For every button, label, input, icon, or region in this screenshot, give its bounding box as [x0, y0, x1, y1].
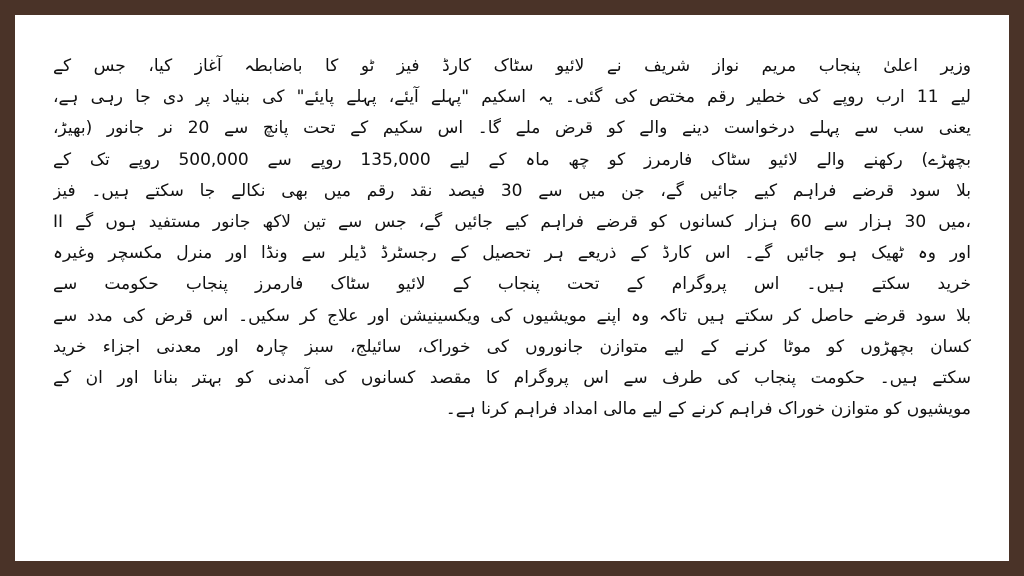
- article-line: اور وہ ٹھیک ہو جائیں گے۔ اس کارڈ کے ذریعے ہر تحصیل کے رجسٹرڈ ڈیلر سے ونڈا اور منرل مکسچر وغیرہ: [53, 243, 971, 264]
- article-line: بلا سود قرضے حاصل کر سکتے ہیں تاکہ وہ اپنے مویشیوں کی ویکسینیشن اور علاج کر سکیں۔ اس قرض کی مدد سے: [53, 305, 971, 326]
- article-line: یعنی سب سے پہلے درخواست دینے والے کو قرض ملے گا۔ اس سکیم کے تحت پانچ سے 20 نر جانور (بھیڑ،: [53, 118, 971, 139]
- article-line: مویشیوں کو متوازن خوراک فراہم کرنے کے لیے مالی امداد فراہم کرنا ہے۔: [445, 399, 971, 420]
- article-line: بچھڑے) رکھنے والے لائیو سٹاک فارمرز کو چھ ماہ کے لیے 135,000 روپے سے 500,000 روپے تک کے: [53, 149, 971, 170]
- article-card: [15, 15, 1009, 561]
- article-line: کسان بچھڑوں کو موٹا کرنے کے لیے متوازن جانوروں کی خوراک، سائیلج، سبز چارہ اور معدنی اجزاء خرید: [53, 336, 971, 357]
- article-line: لیے 11 ارب روپے کی خطیر رقم مختص کی گئی۔ یہ اسکیم "پہلے آیئے، پہلے پایئے" کی بنیاد پر دی جا رہی ہے،: [53, 87, 971, 108]
- article-line: وزیر اعلیٰ پنجاب مریم نواز شریف نے لائیو سٹاک کارڈ فیز ٹو کا باضابطہ آغاز کیا، جس کے: [53, 56, 971, 76]
- article-text: [53, 51, 971, 425]
- article-line: سکتے ہیں۔ حکومت پنجاب کی طرف سے اس پروگرام کا مقصد کسانوں کی آمدنی کو بہتر بنانا اور ان کے: [53, 367, 971, 388]
- article-line: بلا سود قرضے فراہم کیے جائیں گے، جن میں سے 30 فیصد نقد رقم میں بھی نکالے جا سکتے ہیں۔ فیز: [53, 180, 971, 201]
- article-line: خرید سکتے ہیں۔ اس پروگرام کے تحت پنجاب کے لائیو سٹاک فارمرز پنجاب حکومت سے: [53, 274, 971, 295]
- article-line: II میں 30 ہزار سے 60 ہزار کسانوں کو قرضے فراہم کیے جائیں گے، جس سے تین لاکھ جانور مستفید ہوں گے،: [53, 211, 971, 232]
